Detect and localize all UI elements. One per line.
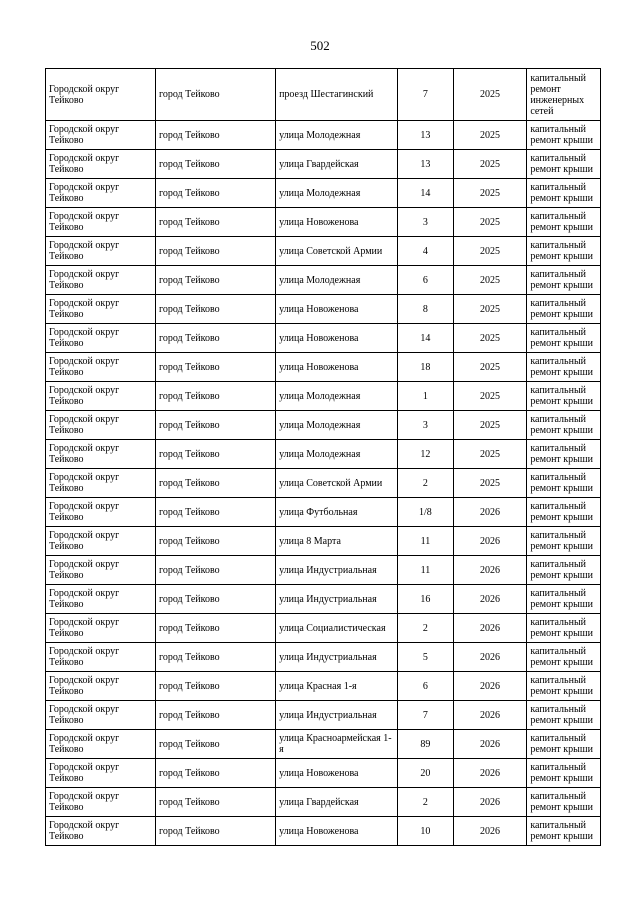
work-type-cell: капитальный ремонт крыши	[527, 498, 601, 527]
street-cell: улица Молодежная	[276, 382, 398, 411]
year-cell: 2026	[453, 643, 527, 672]
house-number-cell: 11	[398, 556, 454, 585]
table-row	[46, 179, 601, 208]
table-row	[46, 614, 601, 643]
settlement-cell: город Тейково	[155, 353, 275, 382]
street-cell: улица Молодежная	[276, 121, 398, 150]
municipality-cell: Городской округ Тейково	[46, 237, 156, 266]
table-row	[46, 440, 601, 469]
street-cell: улица Индустриальная	[276, 701, 398, 730]
year-cell: 2026	[453, 556, 527, 585]
street-cell: улица Красноармейская 1-я	[276, 730, 398, 759]
year-cell: 2025	[453, 208, 527, 237]
house-number-cell: 10	[398, 817, 454, 846]
municipality-cell: Городской округ Тейково	[46, 643, 156, 672]
house-number-cell: 89	[398, 730, 454, 759]
house-number-cell: 2	[398, 614, 454, 643]
work-type-cell: капитальный ремонт крыши	[527, 295, 601, 324]
work-type-cell: капитальный ремонт крыши	[527, 469, 601, 498]
table-row	[46, 150, 601, 179]
street-cell: улица Новоженова	[276, 817, 398, 846]
year-cell: 2025	[453, 411, 527, 440]
settlement-cell: город Тейково	[155, 469, 275, 498]
year-cell: 2025	[453, 353, 527, 382]
municipality-cell: Городской округ Тейково	[46, 121, 156, 150]
table-row	[46, 324, 601, 353]
year-cell: 2025	[453, 150, 527, 179]
municipality-cell: Городской округ Тейково	[46, 469, 156, 498]
municipality-cell: Городской округ Тейково	[46, 150, 156, 179]
settlement-cell: город Тейково	[155, 759, 275, 788]
municipality-cell: Городской округ Тейково	[46, 295, 156, 324]
street-cell: улица Новоженова	[276, 324, 398, 353]
year-cell: 2026	[453, 498, 527, 527]
table-row	[46, 382, 601, 411]
work-type-cell: капитальный ремонт крыши	[527, 411, 601, 440]
work-type-cell: капитальный ремонт инженерных сетей	[527, 69, 601, 121]
table-row	[46, 295, 601, 324]
table-row	[46, 788, 601, 817]
house-number-cell: 13	[398, 121, 454, 150]
work-type-cell: капитальный ремонт крыши	[527, 208, 601, 237]
settlement-cell: город Тейково	[155, 643, 275, 672]
table-row	[46, 469, 601, 498]
house-number-cell: 7	[398, 69, 454, 121]
table-row	[46, 498, 601, 527]
work-type-cell: капитальный ремонт крыши	[527, 817, 601, 846]
house-number-cell: 1	[398, 382, 454, 411]
street-cell: улица Советской Армии	[276, 469, 398, 498]
municipality-cell: Городской округ Тейково	[46, 353, 156, 382]
settlement-cell: город Тейково	[155, 266, 275, 295]
street-cell: улица Новоженова	[276, 759, 398, 788]
table-row	[46, 266, 601, 295]
house-number-cell: 13	[398, 150, 454, 179]
municipality-cell: Городской округ Тейково	[46, 498, 156, 527]
settlement-cell: город Тейково	[155, 237, 275, 266]
work-type-cell: капитальный ремонт крыши	[527, 643, 601, 672]
work-type-cell: капитальный ремонт крыши	[527, 585, 601, 614]
year-cell: 2025	[453, 324, 527, 353]
work-type-cell: капитальный ремонт крыши	[527, 672, 601, 701]
street-cell: улица Молодежная	[276, 179, 398, 208]
settlement-cell: город Тейково	[155, 440, 275, 469]
work-type-cell: капитальный ремонт крыши	[527, 701, 601, 730]
page-number: 502	[310, 38, 330, 53]
table-row	[46, 643, 601, 672]
table-row	[46, 237, 601, 266]
street-cell: улица Советской Армии	[276, 237, 398, 266]
street-cell: улица Гвардейская	[276, 788, 398, 817]
settlement-cell: город Тейково	[155, 527, 275, 556]
work-type-cell: капитальный ремонт крыши	[527, 614, 601, 643]
street-cell: улица Молодежная	[276, 440, 398, 469]
house-number-cell: 11	[398, 527, 454, 556]
municipality-cell: Городской округ Тейково	[46, 817, 156, 846]
municipality-cell: Городской округ Тейково	[46, 411, 156, 440]
table-row	[46, 759, 601, 788]
street-cell: улица Новоженова	[276, 295, 398, 324]
table-row	[46, 585, 601, 614]
work-type-cell: капитальный ремонт крыши	[527, 759, 601, 788]
work-type-cell: капитальный ремонт крыши	[527, 237, 601, 266]
house-number-cell: 4	[398, 237, 454, 266]
year-cell: 2026	[453, 788, 527, 817]
street-cell: улица Гвардейская	[276, 150, 398, 179]
work-type-cell: капитальный ремонт крыши	[527, 353, 601, 382]
year-cell: 2025	[453, 237, 527, 266]
house-number-cell: 14	[398, 324, 454, 353]
settlement-cell: город Тейково	[155, 585, 275, 614]
settlement-cell: город Тейково	[155, 614, 275, 643]
work-type-cell: капитальный ремонт крыши	[527, 556, 601, 585]
municipality-cell: Городской округ Тейково	[46, 440, 156, 469]
street-cell: улица Молодежная	[276, 266, 398, 295]
municipality-cell: Городской округ Тейково	[46, 614, 156, 643]
house-number-cell: 16	[398, 585, 454, 614]
settlement-cell: город Тейково	[155, 788, 275, 817]
settlement-cell: город Тейково	[155, 324, 275, 353]
settlement-cell: город Тейково	[155, 701, 275, 730]
year-cell: 2025	[453, 266, 527, 295]
house-number-cell: 6	[398, 672, 454, 701]
settlement-cell: город Тейково	[155, 817, 275, 846]
work-type-cell: капитальный ремонт крыши	[527, 179, 601, 208]
year-cell: 2025	[453, 179, 527, 208]
street-cell: улица Красная 1-я	[276, 672, 398, 701]
year-cell: 2025	[453, 382, 527, 411]
settlement-cell: город Тейково	[155, 295, 275, 324]
municipality-cell: Городской округ Тейково	[46, 585, 156, 614]
work-type-cell: капитальный ремонт крыши	[527, 788, 601, 817]
work-type-cell: капитальный ремонт крыши	[527, 730, 601, 759]
table-row	[46, 672, 601, 701]
year-cell: 2026	[453, 527, 527, 556]
street-cell: улица Молодежная	[276, 411, 398, 440]
year-cell: 2026	[453, 672, 527, 701]
settlement-cell: город Тейково	[155, 179, 275, 208]
municipality-cell: Городской округ Тейково	[46, 672, 156, 701]
settlement-cell: город Тейково	[155, 498, 275, 527]
table-row	[46, 817, 601, 846]
house-number-cell: 5	[398, 643, 454, 672]
house-number-cell: 1/8	[398, 498, 454, 527]
table-row	[46, 701, 601, 730]
work-type-cell: капитальный ремонт крыши	[527, 266, 601, 295]
street-cell: улица Новоженова	[276, 208, 398, 237]
settlement-cell: город Тейково	[155, 69, 275, 121]
house-number-cell: 3	[398, 208, 454, 237]
street-cell: улица Социалистическая	[276, 614, 398, 643]
table-row	[46, 69, 601, 121]
table-row	[46, 527, 601, 556]
house-number-cell: 2	[398, 469, 454, 498]
table-row	[46, 121, 601, 150]
street-cell: улица Индустриальная	[276, 585, 398, 614]
street-cell: улица 8 Марта	[276, 527, 398, 556]
year-cell: 2026	[453, 817, 527, 846]
street-cell: улица Индустриальная	[276, 556, 398, 585]
year-cell: 2026	[453, 701, 527, 730]
year-cell: 2025	[453, 295, 527, 324]
settlement-cell: город Тейково	[155, 208, 275, 237]
municipality-cell: Городской округ Тейково	[46, 324, 156, 353]
work-type-cell: капитальный ремонт крыши	[527, 324, 601, 353]
house-number-cell: 18	[398, 353, 454, 382]
settlement-cell: город Тейково	[155, 121, 275, 150]
street-cell: улица Футбольная	[276, 498, 398, 527]
work-type-cell: капитальный ремонт крыши	[527, 121, 601, 150]
year-cell: 2025	[453, 440, 527, 469]
year-cell: 2025	[453, 469, 527, 498]
settlement-cell: город Тейково	[155, 150, 275, 179]
table-row	[46, 730, 601, 759]
year-cell: 2026	[453, 614, 527, 643]
table-row	[46, 411, 601, 440]
year-cell: 2025	[453, 121, 527, 150]
municipality-cell: Городской округ Тейково	[46, 266, 156, 295]
year-cell: 2025	[453, 69, 527, 121]
municipality-cell: Городской округ Тейково	[46, 179, 156, 208]
repair-schedule-table	[45, 68, 601, 846]
street-cell: улица Индустриальная	[276, 643, 398, 672]
house-number-cell: 3	[398, 411, 454, 440]
work-type-cell: капитальный ремонт крыши	[527, 382, 601, 411]
table-body	[46, 69, 601, 846]
house-number-cell: 2	[398, 788, 454, 817]
table-row	[46, 353, 601, 382]
municipality-cell: Городской округ Тейково	[46, 556, 156, 585]
street-cell: проезд Шестагинский	[276, 69, 398, 121]
municipality-cell: Городской округ Тейково	[46, 527, 156, 556]
house-number-cell: 7	[398, 701, 454, 730]
work-type-cell: капитальный ремонт крыши	[527, 440, 601, 469]
house-number-cell: 8	[398, 295, 454, 324]
settlement-cell: город Тейково	[155, 382, 275, 411]
house-number-cell: 14	[398, 179, 454, 208]
street-cell: улица Новоженова	[276, 353, 398, 382]
work-type-cell: капитальный ремонт крыши	[527, 150, 601, 179]
settlement-cell: город Тейково	[155, 411, 275, 440]
house-number-cell: 12	[398, 440, 454, 469]
settlement-cell: город Тейково	[155, 556, 275, 585]
municipality-cell: Городской округ Тейково	[46, 208, 156, 237]
table-row	[46, 208, 601, 237]
municipality-cell: Городской округ Тейково	[46, 382, 156, 411]
year-cell: 2026	[453, 585, 527, 614]
municipality-cell: Городской округ Тейково	[46, 69, 156, 121]
settlement-cell: город Тейково	[155, 672, 275, 701]
table-row	[46, 556, 601, 585]
municipality-cell: Городской округ Тейково	[46, 788, 156, 817]
work-type-cell: капитальный ремонт крыши	[527, 527, 601, 556]
year-cell: 2026	[453, 730, 527, 759]
municipality-cell: Городской округ Тейково	[46, 730, 156, 759]
house-number-cell: 20	[398, 759, 454, 788]
municipality-cell: Городской округ Тейково	[46, 701, 156, 730]
year-cell: 2026	[453, 759, 527, 788]
settlement-cell: город Тейково	[155, 730, 275, 759]
municipality-cell: Городской округ Тейково	[46, 759, 156, 788]
house-number-cell: 6	[398, 266, 454, 295]
